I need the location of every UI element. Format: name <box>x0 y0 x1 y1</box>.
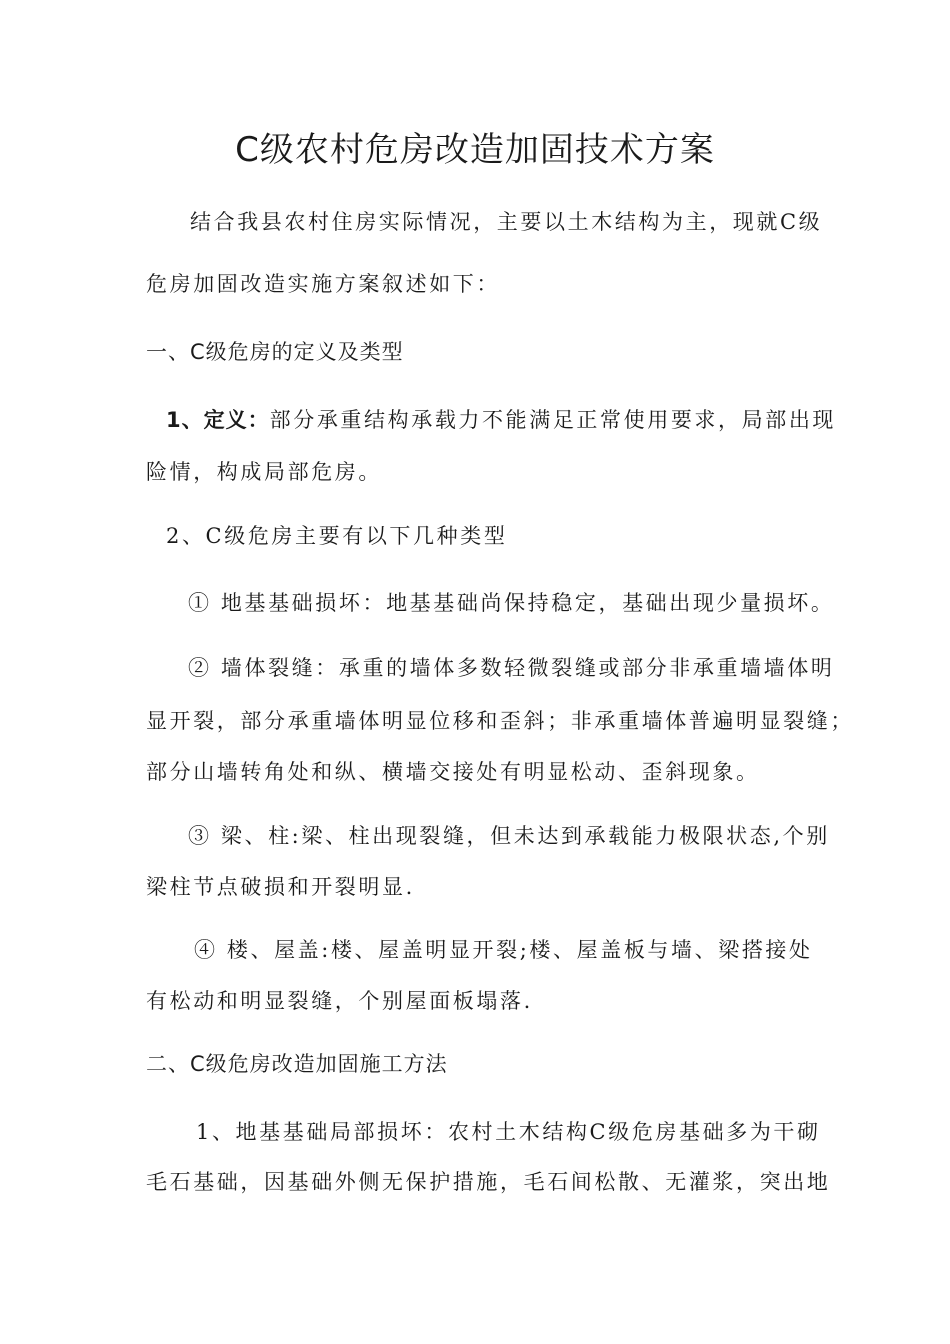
type-item-3-line-2: 梁柱节点破损和开裂明显. <box>146 875 415 899</box>
type-item-2-line-1: ② 墙体裂缝：承重的墙体多数轻微裂缝或部分非承重墙墙体明 <box>188 656 835 680</box>
type-item-3-line-1: ③ 梁、柱:梁、柱出现裂缝，但未达到承载能力极限状态,个别 <box>188 824 830 848</box>
definition-label: 1、定义： <box>166 408 270 432</box>
method-item-1-line-1: 1、地基基础局部损坏：农村土木结构C级危房基础多为干砌 <box>196 1120 821 1144</box>
definition-line-2: 险情，构成局部危房。 <box>146 460 382 484</box>
intro-line-2: 危房加固改造实施方案叙述如下： <box>146 272 500 296</box>
types-heading: 2、C级危房主要有以下几种类型 <box>166 524 508 548</box>
section-1-heading: 一、C级危房的定义及类型 <box>146 340 404 364</box>
type-item-2-line-3: 部分山墙转角处和纵、横墙交接处有明显松动、歪斜现象。 <box>146 760 760 784</box>
section-2-heading: 二、C级危房改造加固施工方法 <box>146 1052 448 1076</box>
definition-line-1 <box>166 404 836 436</box>
type-item-2-line-2: 显开裂，部分承重墙体明显位移和歪斜；非承重墙体普遍明显裂缝； <box>146 709 854 733</box>
type-item-4-line-2: 有松动和明显裂缝，个别屋面板塌落. <box>146 989 533 1013</box>
method-item-1-line-2: 毛石基础，因基础外侧无保护措施，毛石间松散、无灌浆，突出地 <box>146 1170 831 1194</box>
intro-line-1: 结合我县农村住房实际情况，主要以土木结构为主，现就C级 <box>190 210 823 234</box>
document-title: C级农村危房改造加固技术方案 <box>235 130 715 170</box>
type-item-1-line-1: ① 地基基础损坏：地基基础尚保持稳定，基础出现少量损坏。 <box>188 591 835 615</box>
definition-text: 部分承重结构承载力不能满足正常使用要求，局部出现 <box>269 408 837 432</box>
type-item-4-line-1: ④ 楼、屋盖:楼、屋盖明显开裂;楼、屋盖板与墙、梁搭接处 <box>194 938 813 962</box>
